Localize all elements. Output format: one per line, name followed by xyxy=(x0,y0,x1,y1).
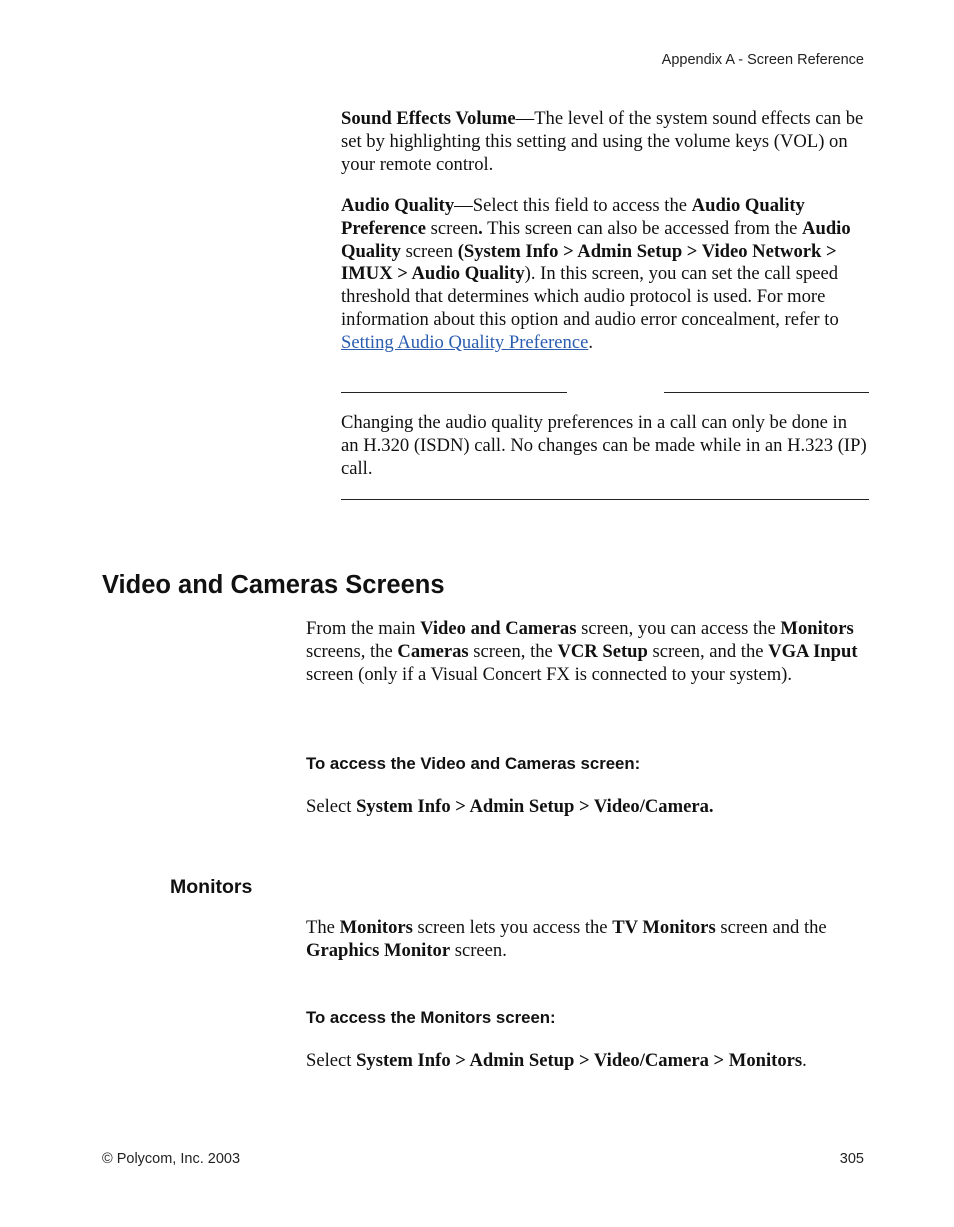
mon-bold-1: Monitors xyxy=(339,917,413,938)
vc-text-1: From the main xyxy=(306,618,421,639)
aq-text-6: . xyxy=(588,331,593,353)
mon-text-1: The xyxy=(306,917,340,938)
mon-step-suffix: . xyxy=(802,1050,807,1071)
procedure-step-video-cameras xyxy=(306,796,868,819)
aq-text-2: screen xyxy=(426,217,479,239)
vc-bold-5: VGA Input xyxy=(768,640,858,662)
procedure-heading-monitors: To access the Monitors screen: xyxy=(306,1008,556,1027)
section-title-monitors: Monitors xyxy=(170,876,253,898)
mon-step-path: System Info > Admin Setup > Video/Camera > Monitors xyxy=(356,1050,803,1071)
aq-text-4: screen xyxy=(400,240,458,262)
footer-copyright: © Polycom, Inc. 2003 xyxy=(102,1151,241,1167)
vc-step-prefix: Select xyxy=(306,796,357,817)
footer-page-number: 305 xyxy=(839,1151,864,1167)
vc-step-path: System Info > Admin Setup > Video/Camera. xyxy=(356,796,714,817)
vc-bold-4: VCR Setup xyxy=(557,640,648,662)
video-cameras-paragraph xyxy=(306,618,868,686)
sound-effects-term: Sound Effects Volume xyxy=(341,108,516,129)
setting-audio-quality-link[interactable]: Setting Audio Quality Preference xyxy=(341,331,589,353)
aq-text-1: —Select this field to access the xyxy=(454,195,692,216)
vc-text-6: screen (only if a Visual Concert FX is connected to your system). xyxy=(306,663,792,685)
vc-bold-2: Monitors xyxy=(780,618,854,639)
note-text: Changing the audio quality preferences in a call can only be done in an H.320 (ISDN) call. No changes can be made while in an H.323 (IP) call. xyxy=(341,412,867,479)
audio-quality-term: Audio Quality xyxy=(341,195,455,216)
note-rule-top-right xyxy=(664,392,869,393)
aq-text-5: ). In this screen, you can set the call speed threshold that determines which audio protocol is used. For more information about this option and audio error concealment, refer to xyxy=(341,263,839,330)
note-rule-bottom xyxy=(341,499,869,500)
sound-effects-paragraph xyxy=(341,108,869,176)
audio-quality-paragraph xyxy=(341,195,869,355)
vc-bold-3: Cameras xyxy=(397,640,469,662)
monitors-paragraph xyxy=(306,917,868,963)
vc-text-3: screens, the xyxy=(306,640,398,662)
sound-effects-text: —The level of the system sound effects can be set by highlighting this setting and using the volume keys (VOL) on your remote control. xyxy=(341,108,864,175)
mon-text-3: screen and the xyxy=(715,917,827,938)
section-title-video-cameras: Video and Cameras Screens xyxy=(102,571,445,599)
mon-text-4: screen. xyxy=(450,939,507,961)
vc-text-4: screen, the xyxy=(468,640,558,662)
note-rule-top-left xyxy=(341,392,567,393)
aq-bold-3: Audio Quality xyxy=(341,217,851,262)
procedure-step-monitors xyxy=(306,1050,868,1073)
vc-text-2: screen, you can access the xyxy=(576,618,781,639)
procedure-heading-video-cameras: To access the Video and Cameras screen: xyxy=(306,754,641,773)
mon-bold-2: TV Monitors xyxy=(612,917,716,938)
running-header: Appendix A - Screen Reference xyxy=(661,52,864,68)
aq-bold-2: . xyxy=(478,217,483,239)
mon-bold-3: Graphics Monitor xyxy=(306,939,451,961)
mon-step-prefix: Select xyxy=(306,1050,357,1071)
mon-text-2: screen lets you access the xyxy=(412,917,613,938)
vc-bold-1: Video and Cameras xyxy=(420,618,577,639)
vc-text-5: screen, and the xyxy=(647,640,769,662)
aq-bold-1: Audio Quality Preference xyxy=(341,195,805,239)
aq-bold-4: (System Info > Admin Setup > Video Network > IMUX > Audio Quality xyxy=(341,240,837,285)
aq-text-3: This screen can also be accessed from the xyxy=(482,217,803,239)
